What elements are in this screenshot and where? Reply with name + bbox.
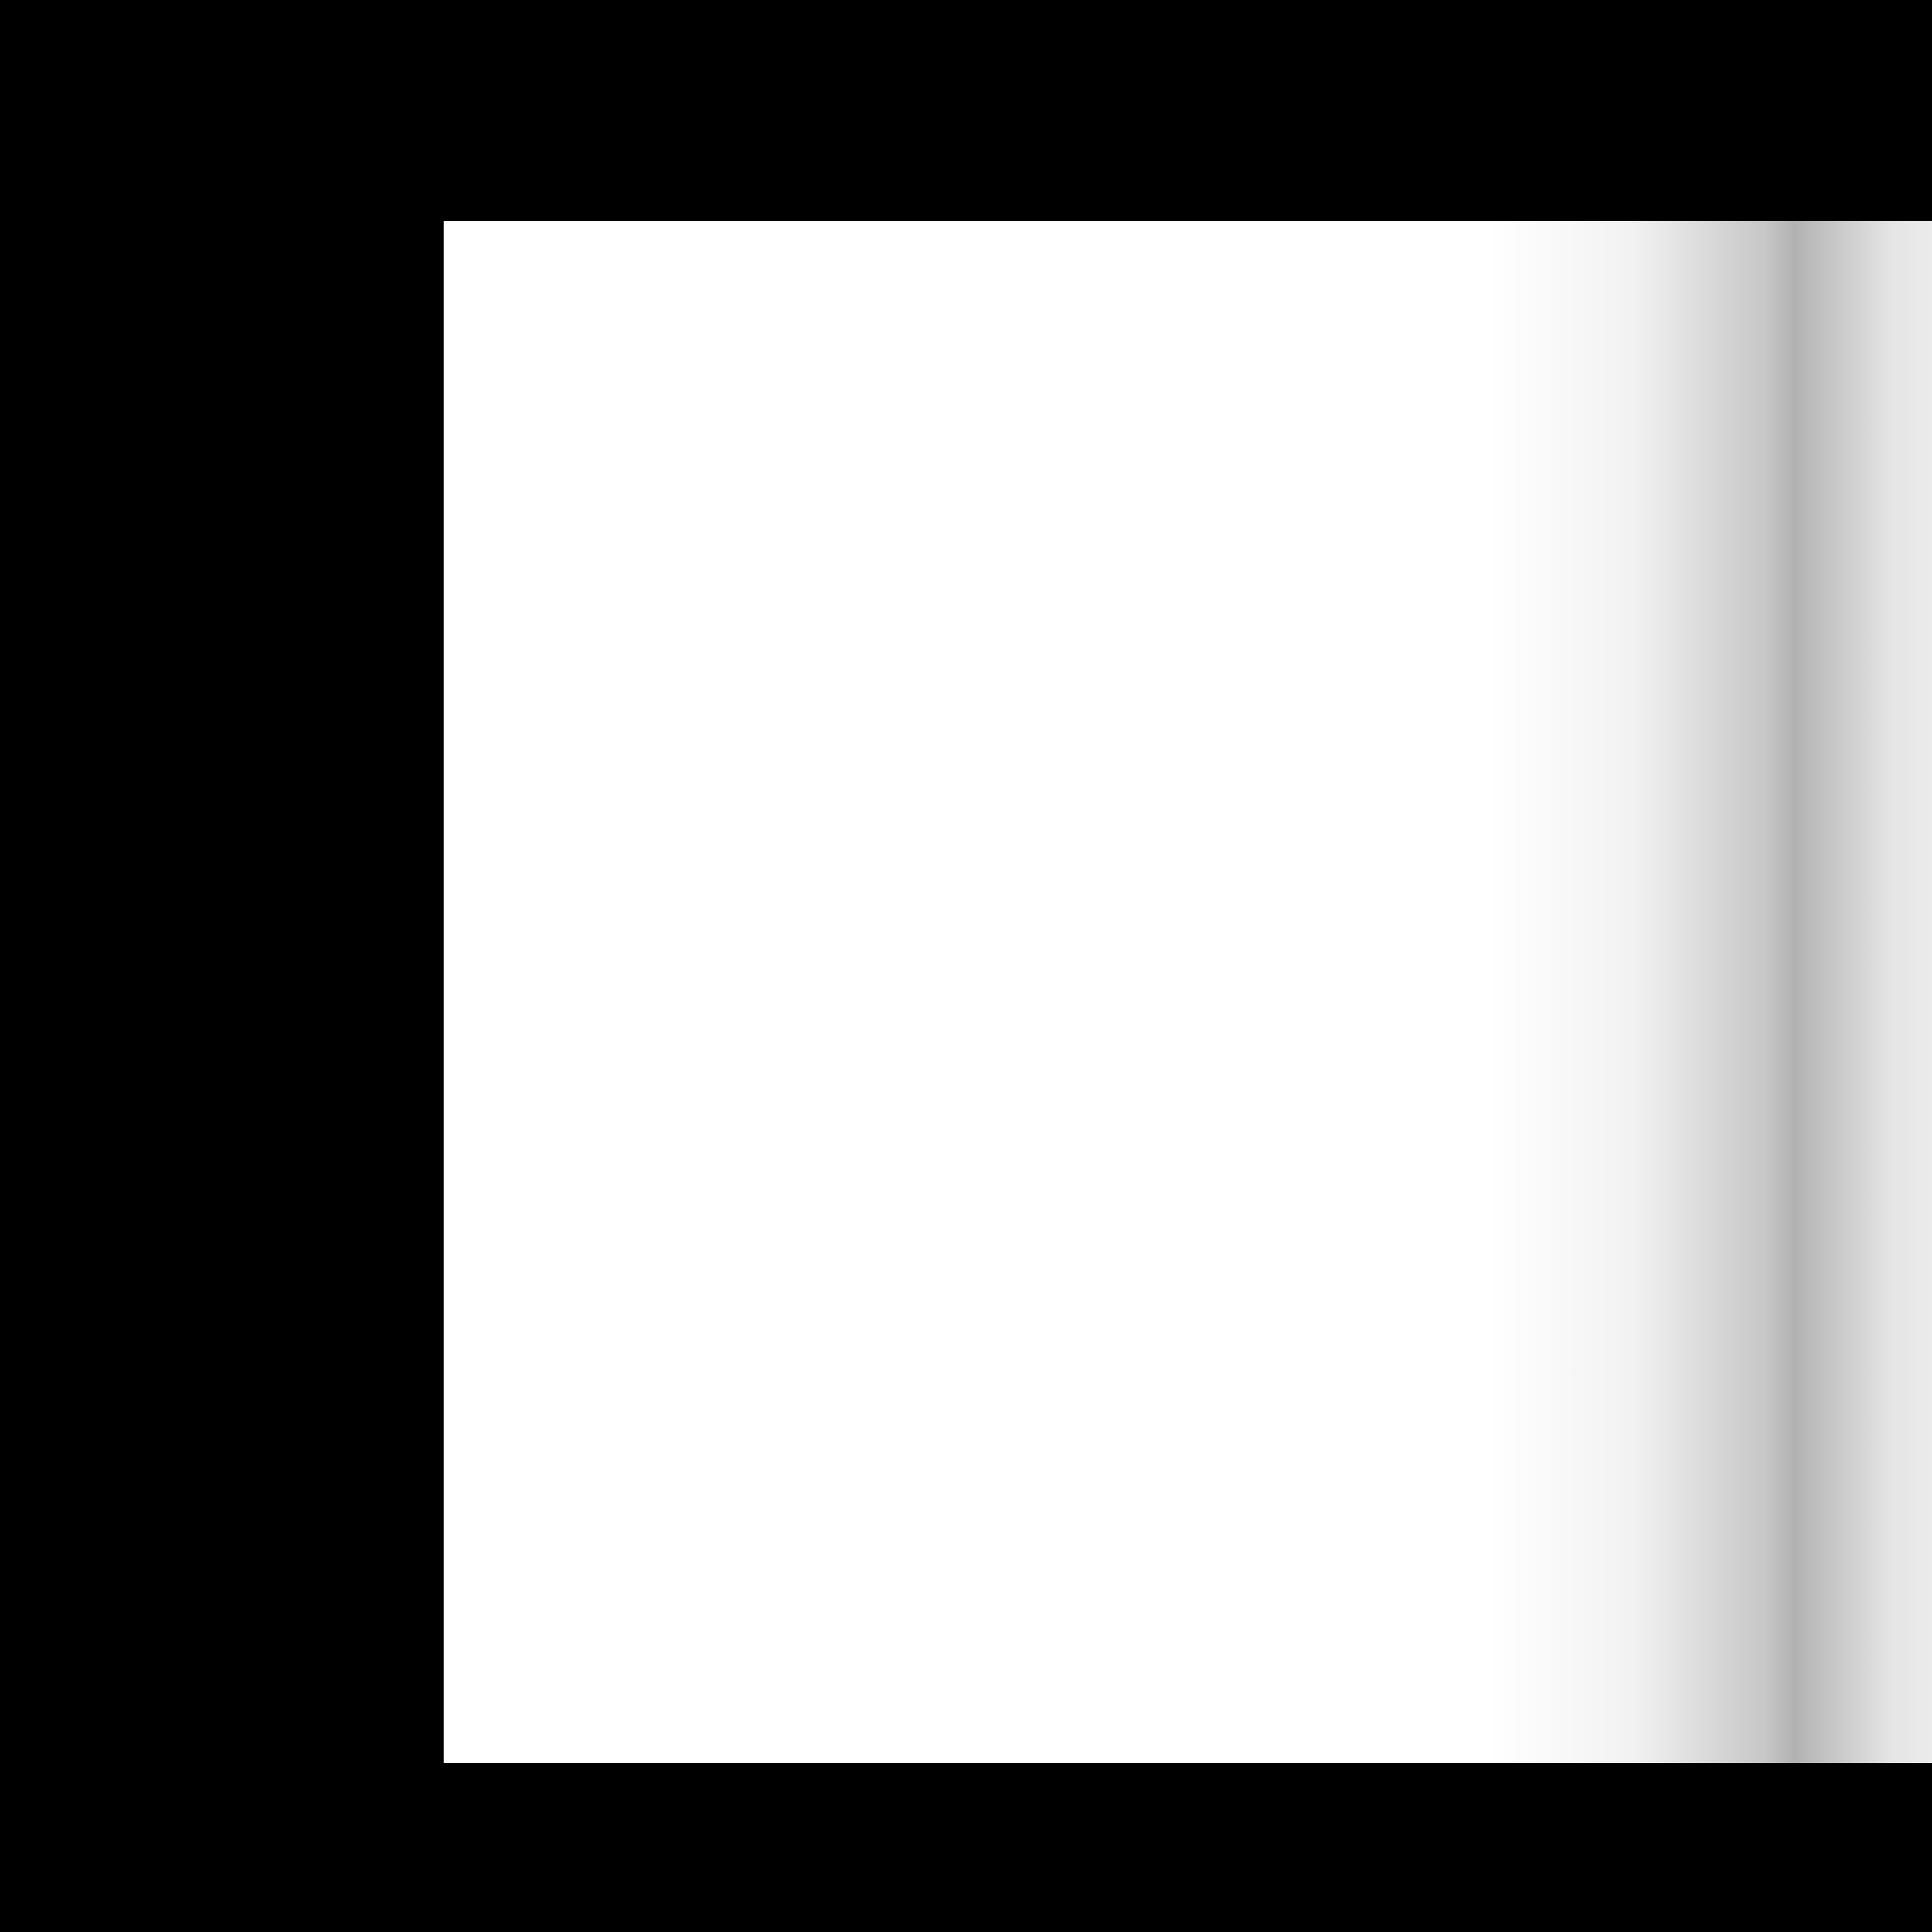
- gutter-shadow: [1487, 221, 1932, 1763]
- book-spread: [444, 221, 1932, 1763]
